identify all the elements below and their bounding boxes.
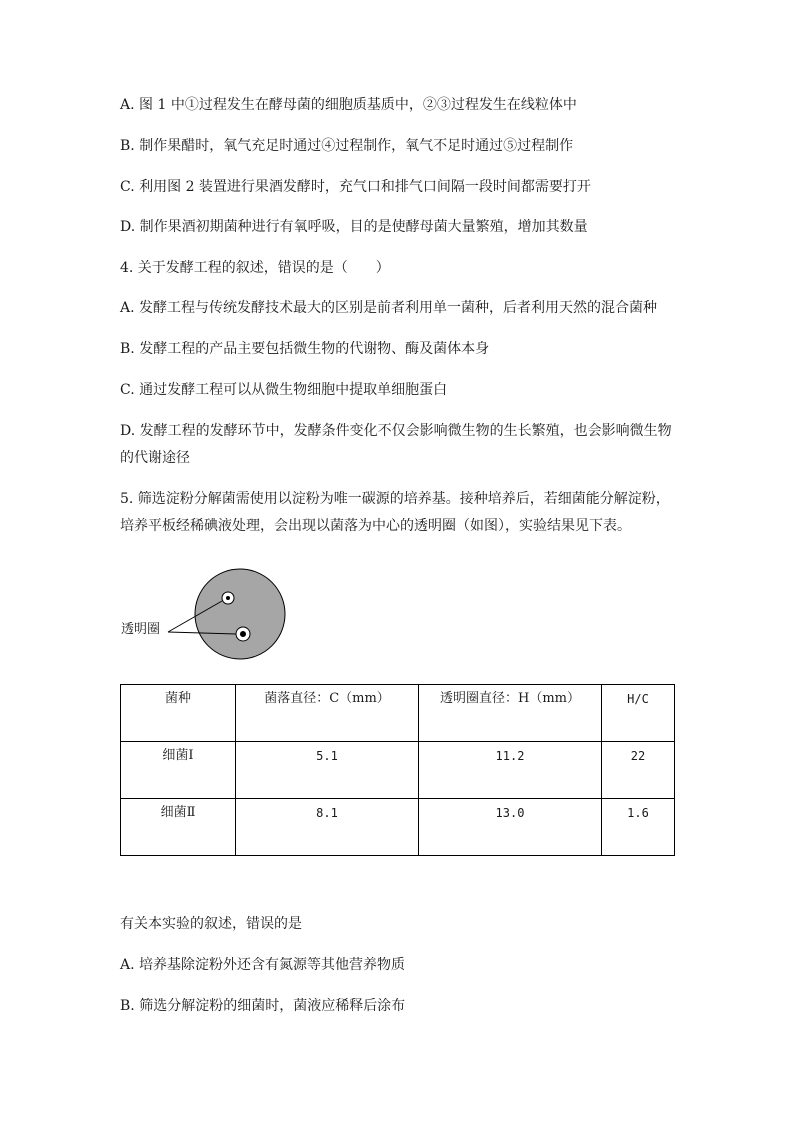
clear-zone-label: 透明圈 <box>121 622 161 637</box>
colony-1 <box>226 596 230 600</box>
question-4-stem: 4. 关于发酵工程的叙述，错误的是（ ） <box>120 260 390 276</box>
option-4d-line2: 的代谢途径 <box>120 450 190 466</box>
table-cell-colony: 8.1 <box>236 799 419 856</box>
option-3c: C. 利用图 2 装置进行果酒发酵时，充气口和排气口间隔一段时间都需要打开 <box>120 179 591 195</box>
petri-dish-figure <box>118 568 298 668</box>
option-4b: B. 发酵工程的产品主要包括微生物的代谢物、酶及菌体本身 <box>120 341 490 357</box>
table-cell-ratio: 22 <box>602 742 675 799</box>
table-cell-clear-zone: 13.0 <box>419 799 602 856</box>
header-cell-colony-diameter: 菌落直径：C（mm） <box>236 685 419 742</box>
option-3b: B. 制作果醋时，氧气充足时通过④过程制作，氧气不足时通过⑤过程制作 <box>120 138 574 154</box>
header-cell-clear-zone-diameter: 透明圈直径：H（mm） <box>419 685 602 742</box>
table-row <box>121 799 675 856</box>
header-cell-strain: 菌种 <box>121 685 236 742</box>
colony-2 <box>240 631 246 637</box>
option-3a: A. 图 1 中①过程发生在酵母菌的细胞质基质中，②③过程发生在线粒体中 <box>120 97 577 113</box>
petri-dish-diagram <box>118 568 298 668</box>
petri-dish <box>195 569 285 659</box>
option-5a: A. 培养基除淀粉外还含有氮源等其他营养物质 <box>120 957 406 973</box>
option-3d: D. 制作果酒初期菌种进行有氧呼吸，目的是使酵母菌大量繁殖，增加其数量 <box>120 219 588 235</box>
table-row <box>121 742 675 799</box>
table-cell-ratio: 1.6 <box>602 799 675 856</box>
option-4d-line1: D. 发酵工程的发酵环节中，发酵条件变化不仅会影响微生物的生长繁殖，也会影响微生物 <box>120 423 672 439</box>
question-5-prompt: 有关本实验的叙述，错误的是 <box>120 916 302 932</box>
question-5-stem-line1: 5. 筛选淀粉分解菌需使用以淀粉为唯一碳源的培养基。接种培养后，若细菌能分解淀粉， <box>120 491 670 507</box>
option-4a: A. 发酵工程与传统发酵技术最大的区别是前者利用单一菌种，后者利用天然的混合菌种 <box>120 300 658 316</box>
question-5-stem-line2: 培养平板经稀碘液处理，会出现以菌落为中心的透明圈（如图），实验结果见下表。 <box>120 518 631 534</box>
option-5b: B. 筛选分解淀粉的细菌时，菌液应稀释后涂布 <box>120 998 406 1014</box>
table-cell-colony: 5.1 <box>236 742 419 799</box>
table-header-row <box>121 685 675 742</box>
option-4c: C. 通过发酵工程可以从微生物细胞中提取单细胞蛋白 <box>120 382 448 398</box>
table-cell-strain: 细菌Ⅰ <box>121 742 236 799</box>
results-table <box>120 684 675 856</box>
table-cell-strain: 细菌Ⅱ <box>121 799 236 856</box>
table-cell-clear-zone: 11.2 <box>419 742 602 799</box>
header-cell-ratio: H/C <box>602 685 675 742</box>
